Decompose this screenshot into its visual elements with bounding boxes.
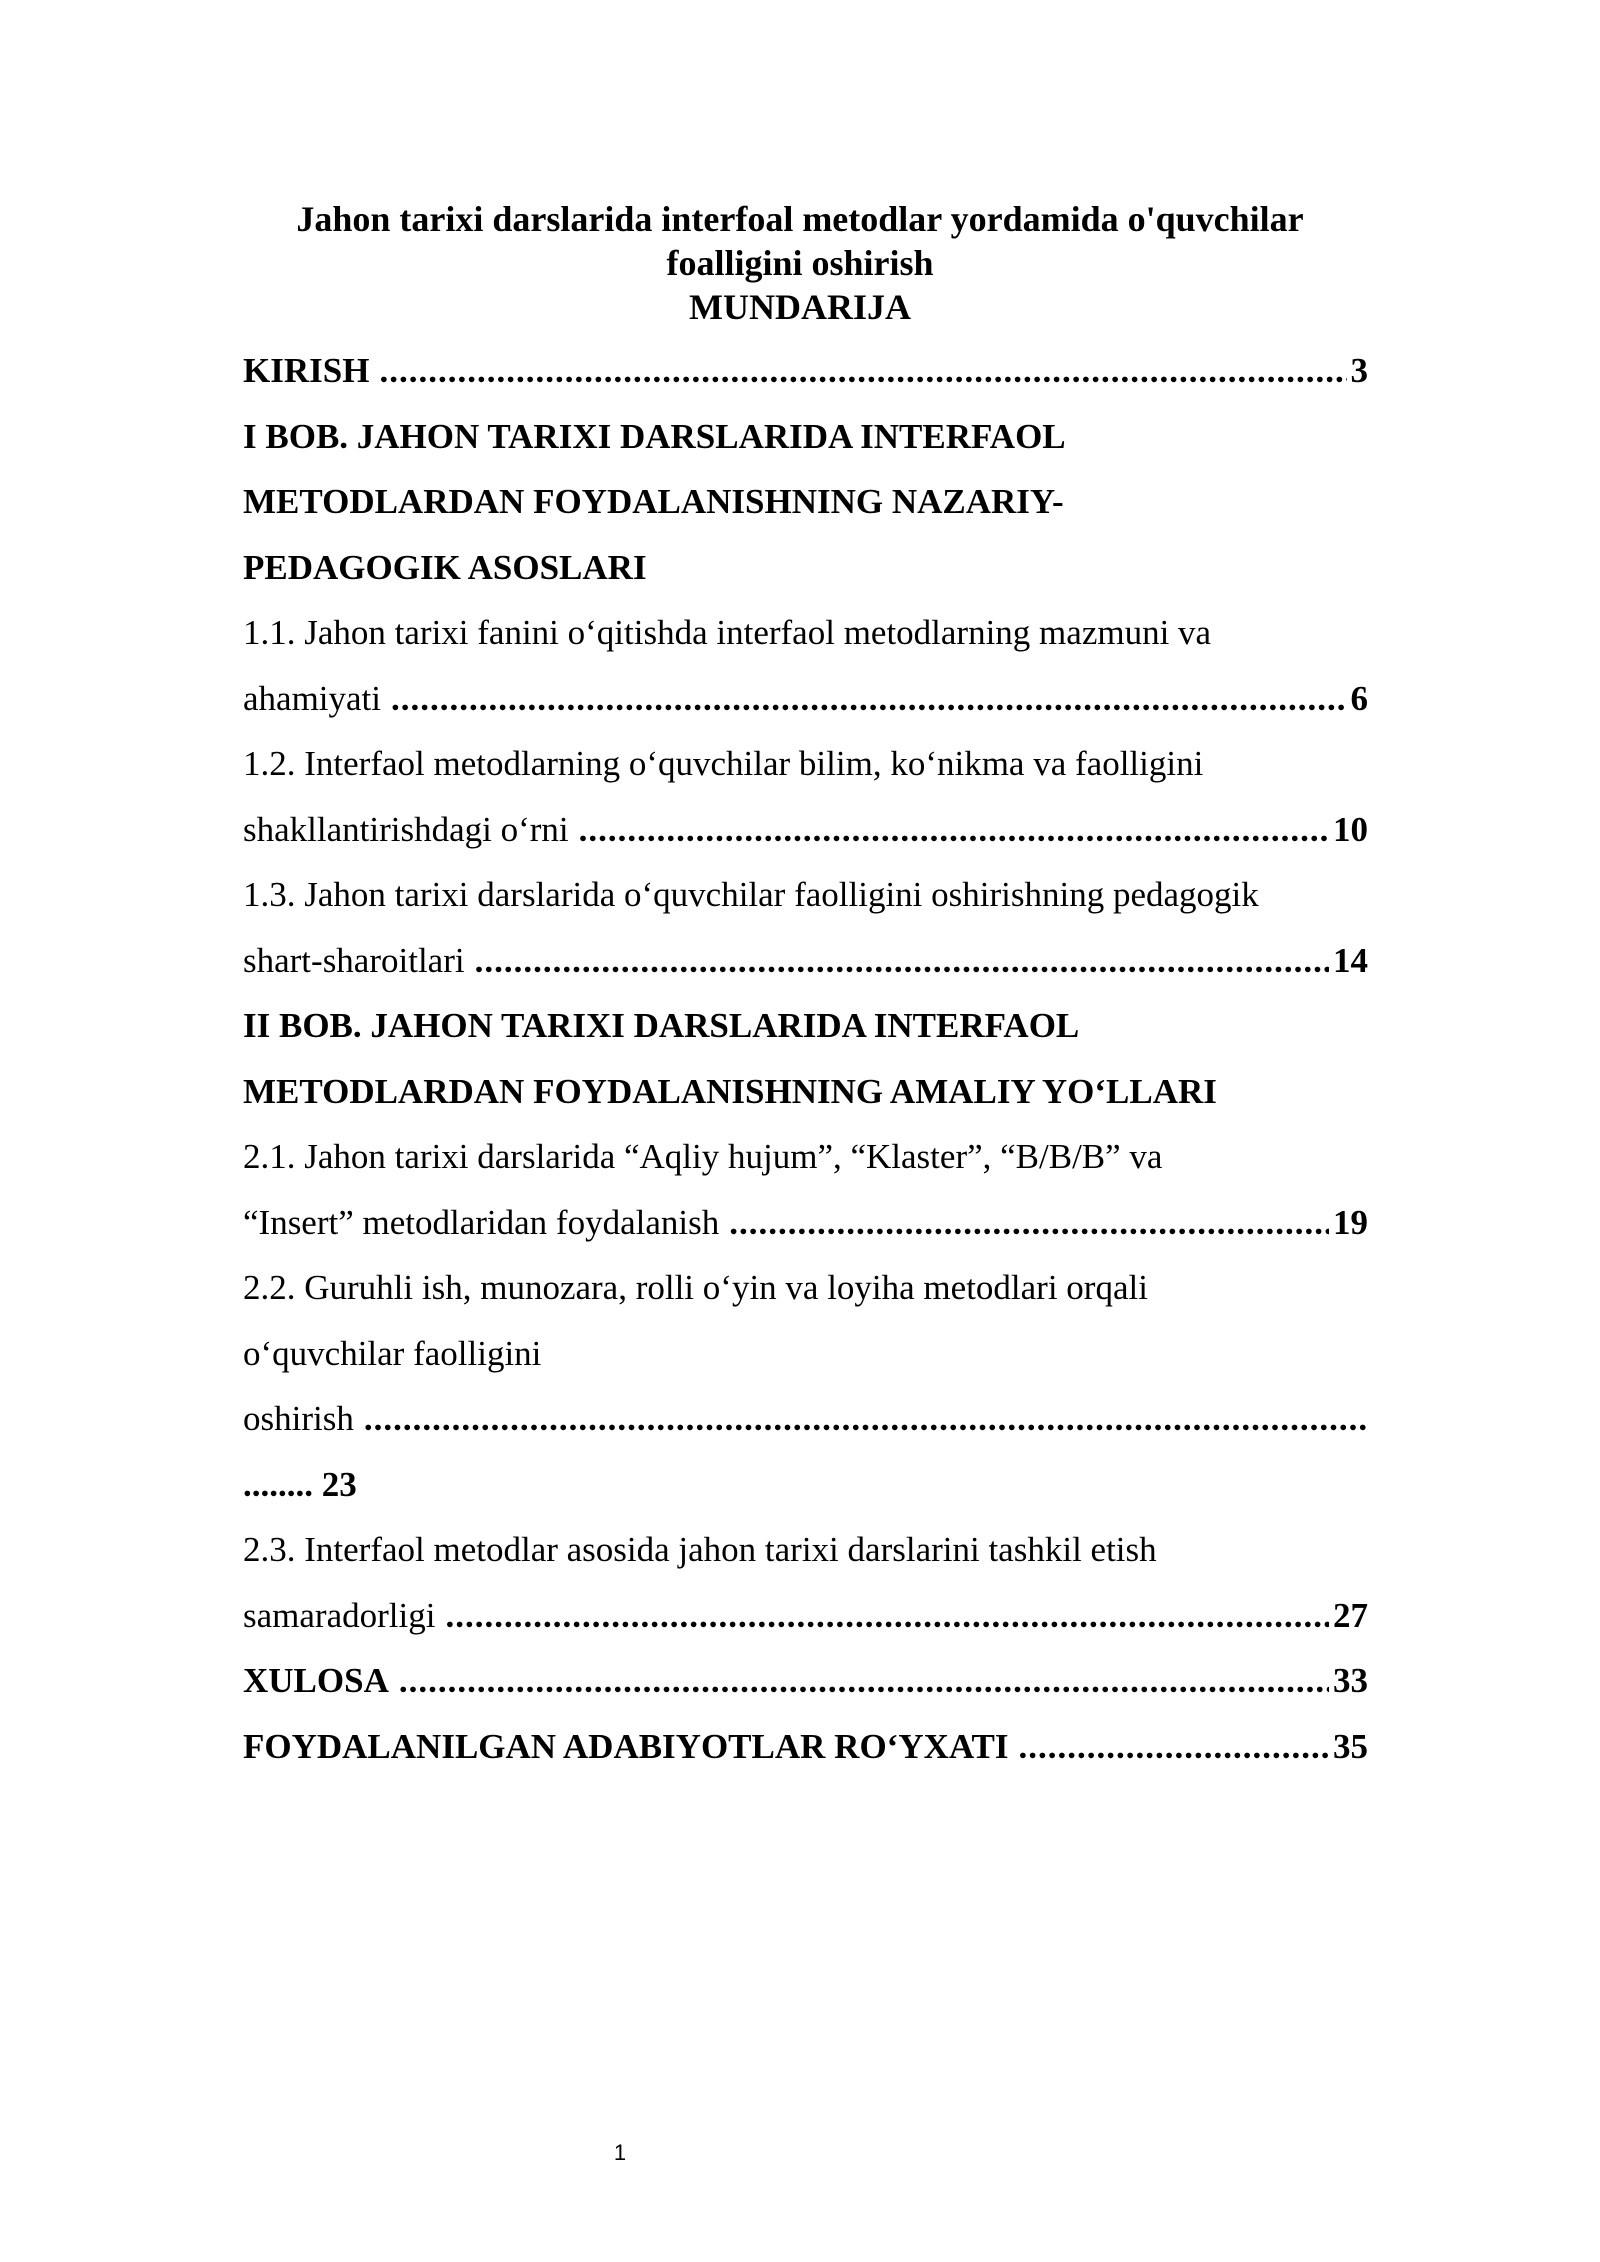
dot-leader <box>475 928 1329 994</box>
toc-section-2-2-line-2[interactable]: o‘quvchilar faolligini <box>243 1334 542 1373</box>
toc-chapter-1-line-2[interactable]: METODLARDAN FOYDALANISHNING NAZARIY- <box>243 482 1064 521</box>
toc-page-number: 19 <box>1333 1203 1368 1242</box>
toc-section-1-1-line-1[interactable]: 1.1. Jahon tarixi fanini o‘qitishda interfaol metodlarning mazmuni va <box>243 613 1212 652</box>
toc-page-number: 3 <box>1350 351 1368 390</box>
toc-chapter-2-line-2[interactable]: METODLARDAN FOYDALANISHNING AMALIY YO‘LLARI <box>243 1072 1217 1111</box>
toc-section-2-3-line-1[interactable]: 2.3. Interfaol metodlar asosida jahon tarixi darslarini tashkil etish <box>243 1530 1157 1569</box>
toc-section-2-2-line-3[interactable] <box>243 1386 1368 1452</box>
toc-page-number: 27 <box>1333 1596 1368 1635</box>
toc-section-1-2[interactable] <box>243 797 1368 863</box>
toc-page-number: 33 <box>1333 1661 1368 1700</box>
toc-section-2-2-page-line[interactable] <box>243 1452 1368 1518</box>
toc-entry-title: ahamiyati <box>243 679 382 718</box>
toc-entry-xulosa[interactable] <box>243 1648 1368 1714</box>
toc-page-number: 6 <box>1350 679 1368 718</box>
toc-chapter-2-line-1[interactable]: II BOB. JAHON TARIXI DARSLARIDA INTERFAOL <box>243 1006 1080 1045</box>
toc-entry-title: samaradorligi <box>243 1596 436 1635</box>
toc-section-2-3[interactable] <box>243 1583 1368 1649</box>
toc-heading: MUNDARIJA <box>689 287 911 327</box>
dot-leader <box>579 797 1329 863</box>
toc-page-number: 23 <box>321 1465 357 1504</box>
toc-entry-title: FOYDALANILGAN ADABIYOTLAR RO‘YXATI <box>243 1727 1009 1766</box>
toc-entry-title: shart-sharoitlari <box>243 941 465 980</box>
dot-leader <box>729 1190 1329 1256</box>
toc-entry-kirish[interactable] <box>243 338 1368 404</box>
dot-leader <box>391 666 1346 732</box>
toc-entry-title: oshirish <box>243 1399 354 1438</box>
toc-section-2-2-line-1[interactable]: 2.2. Guruhli ish, munozara, rolli o‘yin va loyiha metodlari orqali <box>243 1268 1148 1307</box>
document-title-line-2: foalligini oshirish <box>666 243 934 283</box>
footer-page-number: 1 <box>613 2140 627 2165</box>
toc-chapter-1-line-3[interactable]: PEDAGOGIK ASOSLARI <box>243 548 647 587</box>
document-title-line-1: Jahon tarixi darslarida interfoal metodlar yordamida o'quvchilar <box>296 199 1304 239</box>
toc-section-2-1[interactable] <box>243 1190 1368 1256</box>
toc-section-1-3-line-1[interactable]: 1.3. Jahon tarixi darslarida o‘quvchilar faolligini oshirishning pedagogik <box>243 875 1259 914</box>
toc-entry-title: “Insert” metodlaridan foydalanish <box>243 1203 720 1242</box>
dot-leader <box>399 1648 1329 1714</box>
dot-leader-continuation: ........ <box>243 1465 313 1504</box>
dot-leader <box>445 1583 1329 1649</box>
toc-section-2-1-line-1[interactable]: 2.1. Jahon tarixi darslarida “Aqliy hujum”, “Klaster”, “B/B/B” va <box>243 1137 1163 1176</box>
dot-leader <box>1019 1714 1329 1780</box>
toc-page-number: 14 <box>1333 941 1368 980</box>
toc-page-number: 10 <box>1333 810 1368 849</box>
toc-chapter-1-line-1[interactable]: I BOB. JAHON TARIXI DARSLARIDA INTERFAOL <box>243 417 1066 456</box>
toc-entry-adabiyotlar[interactable] <box>243 1714 1368 1780</box>
toc-section-1-2-line-1[interactable]: 1.2. Interfaol metodlarning o‘quvchilar bilim, ko‘nikma va faolligini <box>243 744 1204 783</box>
toc-entry-title: XULOSA <box>243 1661 389 1700</box>
toc-section-1-1[interactable] <box>243 666 1368 732</box>
toc-page-number: 35 <box>1333 1727 1368 1766</box>
toc-section-1-3[interactable] <box>243 928 1368 994</box>
toc-entry-title: shakllantirishdagi o‘rni <box>243 810 569 849</box>
dot-leader <box>379 338 1346 404</box>
toc-entry-title: KIRISH <box>243 351 370 390</box>
dot-leader <box>364 1386 1368 1452</box>
